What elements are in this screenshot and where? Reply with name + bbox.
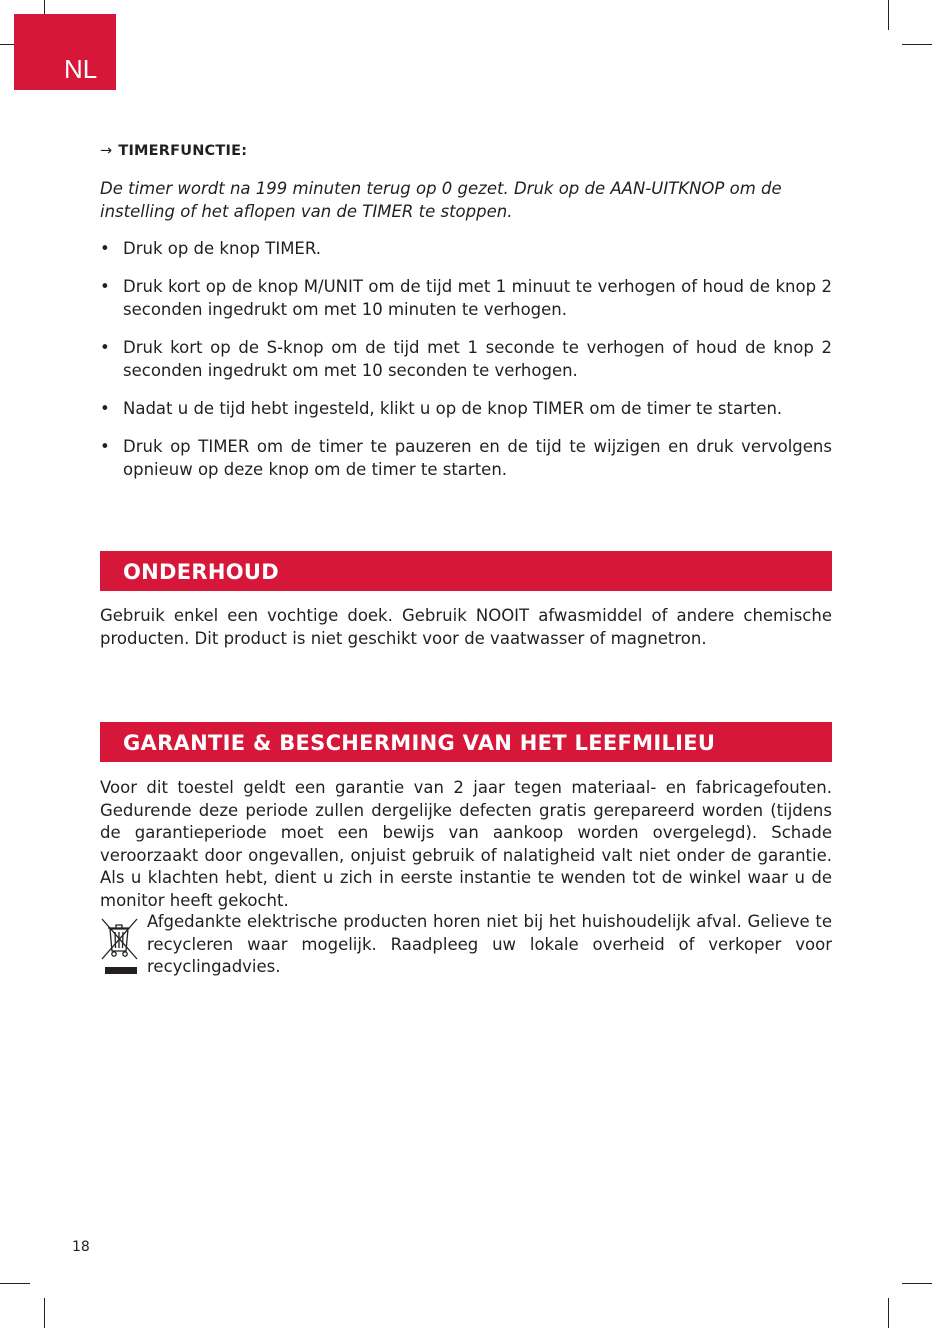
list-item-text: Druk op de knop TIMER. <box>123 239 321 258</box>
crop-mark <box>902 1283 932 1284</box>
timer-steps <box>100 237 832 496</box>
timer-heading-text: TIMERFUNCTIE: <box>118 143 248 159</box>
list-item <box>100 275 832 321</box>
warranty-text: Voor dit toestel geldt een garantie van 2 jaar tegen materiaal- en fabricagefouten. Gedurende deze periode zullen dergelijke defecten gratis gerepareerd worden (tijdens de garantieperiode moet een bewijs van aankoop worden overgelegd). Schade veroorzaakt door ongevallen, onjuist gebruik of nalatigheid valt niet onder de garantie. Als u klachten hebt, dient u zich in eerste instantie te wenden tot de winkel waar u de monitor heeft gekocht. <box>100 778 832 910</box>
maintenance-title: ONDERHOUD <box>123 560 279 584</box>
recycling-text: Afgedankte elektrische producten horen niet bij het huishoudelijk afval. Gelieve te recycleren waar mogelijk. Raadpleeg uw lokale overheid of verkoper voor recyclingadvies. <box>147 912 832 976</box>
list-item <box>100 397 832 420</box>
language-tab <box>14 14 116 90</box>
language-label: NL <box>64 54 98 84</box>
crop-mark <box>902 44 932 45</box>
bullet-icon: • <box>100 239 110 258</box>
timer-heading <box>100 141 247 161</box>
bullet-icon: • <box>100 277 110 296</box>
maintenance-text: Gebruik enkel een vochtige doek. Gebruik NOOIT afwasmiddel of andere chemische producten. Dit product is niet geschikt voor de vaatwasser of magnetron. <box>100 606 832 648</box>
timer-intro: De timer wordt na 199 minuten terug op 0 gezet. Druk op de AAN-UITKNOP om de instelling of het aflopen van de TIMER te stoppen. <box>100 179 782 221</box>
bullet-icon: • <box>100 437 110 456</box>
arrow-right-icon: → <box>100 143 113 159</box>
list-item-text: Druk kort op de knop M/UNIT om de tijd met 1 minuut te verhogen of houd de knop 2 seconden ingedrukt om met 10 minuten te verhogen. <box>123 277 832 319</box>
list-item-text: Nadat u de tijd hebt ingesteld, klikt u op de knop TIMER om de timer te starten. <box>123 399 783 418</box>
page-number: 18 <box>72 1239 90 1255</box>
weee-crossed-bin-icon <box>100 917 140 979</box>
warranty-title: GARANTIE & BESCHERMING VAN HET LEEFMILIEU <box>123 731 716 755</box>
list-item-text: Druk kort op de S-knop om de tijd met 1 seconde te verhogen of houd de knop 2 seconden ingedrukt om met 10 seconden te verhogen. <box>123 338 832 380</box>
list-item <box>100 237 832 260</box>
crop-mark <box>888 0 889 30</box>
crop-mark <box>888 1298 889 1328</box>
list-item-text: Druk op TIMER om de timer te pauzeren en de tijd te wijzigen en druk vervolgens opnieuw op deze knop om de timer te starten. <box>123 437 832 479</box>
list-item <box>100 435 832 481</box>
bullet-icon: • <box>100 399 110 418</box>
crop-mark <box>0 1283 30 1284</box>
crop-mark <box>44 1298 45 1328</box>
list-item <box>100 336 832 382</box>
maintenance-header <box>100 551 832 591</box>
warranty-header <box>100 722 832 762</box>
bullet-icon: • <box>100 338 110 357</box>
